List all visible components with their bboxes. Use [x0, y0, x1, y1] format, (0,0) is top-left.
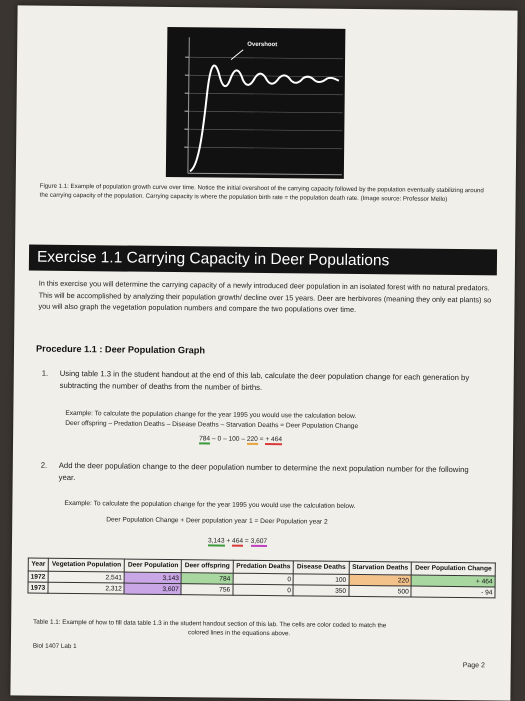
figure-caption: Figure 1.1: Example of population growth curve over time. Notice the initial overshoot of the carrying capacity followed by the population eventually stabilizing around the carrying capacity of the population. Carrying capacity is where the population birth rate = the population death rate. (Image source: Professor Mello): [40, 182, 490, 205]
cell-disease: 350: [293, 585, 348, 597]
overshoot-label: Overshoot: [247, 42, 277, 48]
example-intro: Example: To calculate the population change for the year 1995 you would use the calculation below.: [64, 499, 484, 513]
step-2-example: [64, 499, 484, 529]
procedure-title: Procedure 1.1 : Deer Population Graph: [36, 344, 205, 356]
cell-population-change: + 464: [411, 575, 495, 587]
header-deer-offspring: Deer offspring: [182, 560, 233, 574]
cell-deer-offspring: 784: [181, 573, 232, 585]
population-curve-graphic: [166, 27, 346, 179]
table-caption-line-2: colored lines in the equations above.: [33, 627, 493, 641]
header-year: Year: [28, 558, 48, 571]
cell-deer-population: 3,607: [124, 583, 181, 595]
eq-predation: 0: [217, 436, 221, 443]
eq-next-population: 3,607: [251, 538, 268, 547]
cell-predation: 0: [233, 584, 294, 596]
header-deer-population: Deer Population: [125, 559, 182, 573]
footer-course: Biol 1407 Lab 1: [33, 643, 77, 650]
cell-population-change: - 94: [411, 586, 495, 598]
step-number: 2.: [41, 460, 48, 472]
step-number: 1.: [42, 368, 49, 380]
table-caption: [33, 618, 493, 641]
step-2-equation: 3,143 + 464 = 3,607: [208, 537, 267, 545]
header-disease: Disease Deaths: [294, 561, 349, 575]
table-caption-line-1: Table 1.1: Example of how to fill data table 1.3 in the student handout section of this lab. The cells are color coded to match the: [33, 618, 493, 632]
cell-predation: 0: [233, 573, 294, 585]
eq-change: + 464: [265, 436, 282, 445]
document-page: [10, 5, 517, 700]
eq-population-change: 464: [232, 538, 243, 547]
cell-starvation: 220: [349, 574, 412, 586]
eq-disease: 100: [228, 436, 239, 443]
cell-year: 1973: [28, 582, 48, 593]
population-growth-figure: [166, 27, 346, 179]
header-population-change: Deer Population Change: [411, 562, 495, 576]
step-2: [41, 460, 486, 489]
cell-deer-offspring: 756: [181, 584, 232, 596]
growth-curve: [190, 65, 339, 173]
cell-vegetation: 2,312: [48, 582, 124, 594]
eq-starvation: 220: [247, 436, 258, 445]
x-axis: [188, 173, 342, 175]
step-1: [42, 368, 487, 397]
eq-offspring: 784: [199, 435, 210, 444]
cell-year: 1972: [28, 571, 48, 582]
overshoot-pointer: [231, 50, 243, 60]
cell-vegetation: 2,541: [48, 571, 124, 583]
intro-paragraph: In this exercise you will determine the carrying capacity of a newly introduced deer population in an isolated forest with no natural predators. This will be accomplished by analyzing their population growth/ decline over 15 years. Deer are herbivores (meaning they only eat plants) so you will also graph the vegetation population numbers and compare the two populations over time.: [38, 278, 492, 317]
example-intro: Example: To calculate the population change for the year 1995 you would use the calculation below.: [65, 409, 485, 423]
header-vegetation: Vegetation Population: [48, 558, 124, 572]
step-1-example: [65, 409, 485, 433]
cell-disease: 100: [294, 574, 349, 586]
exercise-title: Exercise 1.1 Carrying Capacity in Deer Populations: [29, 245, 497, 276]
header-starvation: Starvation Deaths: [349, 561, 412, 575]
eq-deer-population: 3,143: [208, 537, 225, 546]
cell-deer-population: 3,143: [124, 572, 181, 584]
footer-page-number: Page 2: [463, 662, 485, 669]
example-formula: Deer offspring – Predation Deaths – Disease Deaths – Starvation Deaths = Deer Population Change: [65, 419, 485, 433]
header-predation: Predation Deaths: [233, 560, 294, 574]
data-table: [27, 558, 495, 599]
cell-starvation: 500: [349, 585, 412, 597]
step-1-equation: 784 – 0 – 100 – 220 = + 464: [199, 435, 282, 443]
step-text: Add the deer population change to the deer population number to determine the next population number for the following year.: [59, 460, 486, 488]
example-formula: Deer Population Change + Deer population year 1 = Deer Population year 2: [64, 515, 484, 529]
step-text: Using table 1.3 in the student handout at the end of this lab, calculate the deer population change for each generation by subtracting the number of deaths from the number of births.: [60, 368, 487, 396]
